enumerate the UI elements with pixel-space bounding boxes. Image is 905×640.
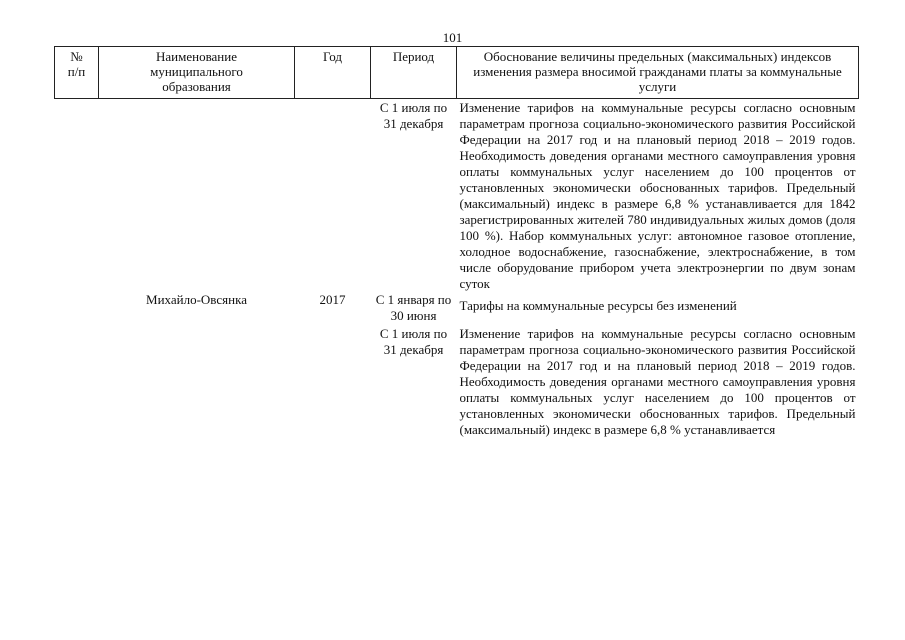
cell-num: [55, 324, 99, 438]
cell-name: [99, 99, 295, 293]
table-row: [55, 324, 859, 438]
cell-justification: Тарифы на коммунальные ресурсы без изменений: [459, 298, 737, 313]
header-period: [371, 47, 457, 99]
header-justification-label: Обоснование величины предельных (максимальных) индексов изменения размера вносимой гражданами платы за коммунальные услуги: [473, 49, 842, 94]
header-period-label: Период: [392, 49, 435, 64]
cell-year: 2017: [319, 292, 346, 307]
header-num-label: № п/п: [67, 49, 86, 79]
tariff-table: [54, 46, 859, 438]
header-year: [295, 47, 371, 99]
table-header: [55, 47, 859, 99]
cell-num: [55, 292, 99, 324]
cell-period: С 1 июля по 31 декабря: [379, 100, 448, 131]
page-number: 101: [442, 30, 463, 45]
cell-year: [295, 99, 371, 293]
header-row: [55, 47, 859, 99]
cell-justification: Изменение тарифов на коммунальные ресурсы согласно основным параметрам прогноза социально-экономического развития Российской Федерации на 2017 год и на плановый период 2018 – 2019 годов. Необходимость доведения органами местного самоуправления уровня оплаты коммунальных услуг населением до 100 процентов от установленных экономически обоснованных тарифов. Предельный (максимальный) индекс в размере 6,8 % устанавливается: [459, 326, 856, 437]
header-year-label: Год: [322, 49, 343, 64]
cell-period: С 1 июля по 31 декабря: [379, 326, 448, 357]
cell-justification: Изменение тарифов на коммунальные ресурсы согласно основным параметрам прогноза социально-экономического развития Российской Федерации на 2017 год и на плановый период 2018 – 2019 годов. Необходимость доведения органами местного самоуправления уровня оплаты коммунальных услуг населением до 100 процентов от установленных экономически обоснованных тарифов. Предельный (максимальный) индекс в размере 6,8 % устанавливается для 1842 зарегистрированных жителей 780 индивидуальных жилых домов (доля 100 %). Набор коммунальных услуг: автономное газовое отопление, холодное водоснабжение, газоснабжение, электроснабжение, в том числе оборудование прибором учета электроэнергии по двум зонам суток: [459, 100, 856, 291]
cell-name: Михайло-Овсянка: [146, 292, 247, 307]
header-name: [99, 47, 295, 99]
cell-period: С 1 января по 30 июня: [375, 292, 452, 323]
cell-year: [295, 324, 371, 438]
cell-name: [99, 324, 295, 438]
header-num: [55, 47, 99, 99]
cell-num: [55, 99, 99, 293]
table-row: [55, 292, 859, 324]
header-name-label: Наименование муниципального образования: [150, 49, 243, 94]
header-justification: [457, 47, 859, 99]
table-body: [55, 99, 859, 439]
table-row: [55, 99, 859, 293]
